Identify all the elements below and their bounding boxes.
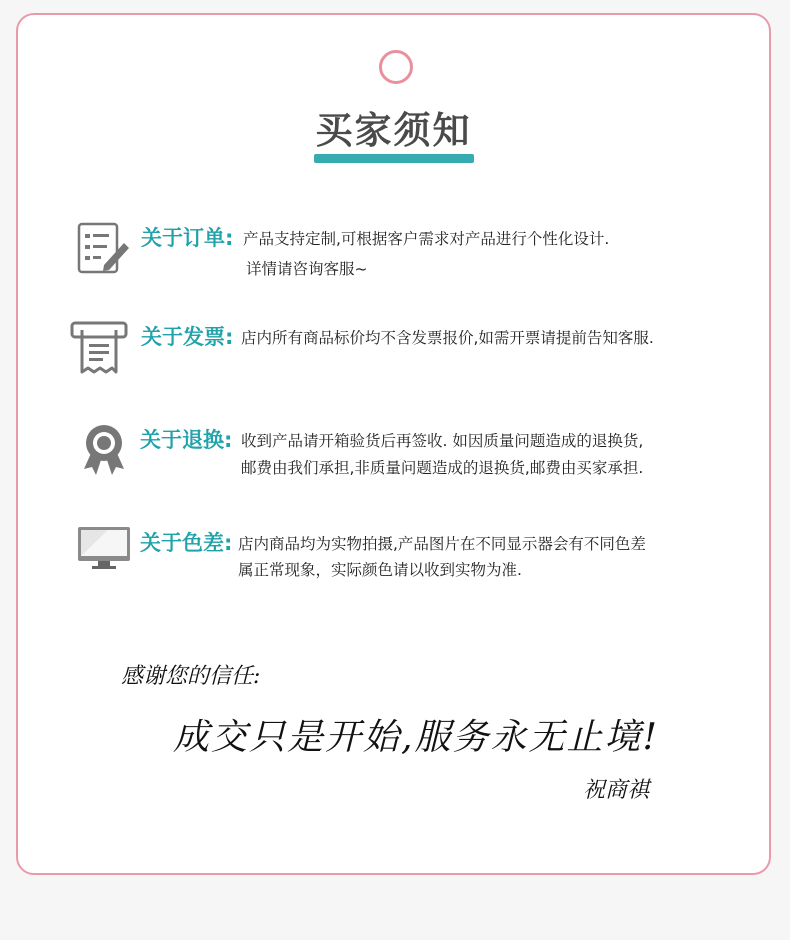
section-text: 店内商品均为实物拍摄,产品图片在不同显示器会有不同色差 [238,535,646,553]
section-heading: 关于订单: [141,226,234,250]
regards-text: 祝商祺 [583,778,650,803]
page-title [314,107,474,155]
section-heading: 关于退换: [140,428,233,452]
section-heading: 关于发票: [141,325,234,349]
award-ribbon-icon [80,423,128,479]
motto-text: 成交只是开始,服务永无止境! [173,717,659,758]
receipt-icon [70,320,130,380]
thanks-text: 感谢您的信任: [121,664,261,689]
title-underline [314,154,474,163]
page-title-text: 买家须知 [315,109,472,152]
monitor-icon [76,525,132,575]
section-text: 店内所有商品标价均不含发票报价,如需开票请提前告知客服. [241,329,654,347]
section-text: 属正常现象，实际颜色请以收到实物为准. [238,561,522,579]
section-text: 邮费由我们承担,非质量问题造成的退换货,邮费由买家承担. [241,459,644,477]
notice-card [16,13,771,875]
section-text: 收到产品请开箱验货后再签收. 如因质量问题造成的退换货, [241,432,644,450]
section-heading: 关于色差: [140,531,233,555]
section-text: 详情请咨询客服~ [246,260,368,278]
order-form-icon [76,221,132,279]
section-text: 产品支持定制,可根据客户需求对产品进行个性化设计. [243,230,610,248]
decorative-ring-icon [379,50,413,84]
